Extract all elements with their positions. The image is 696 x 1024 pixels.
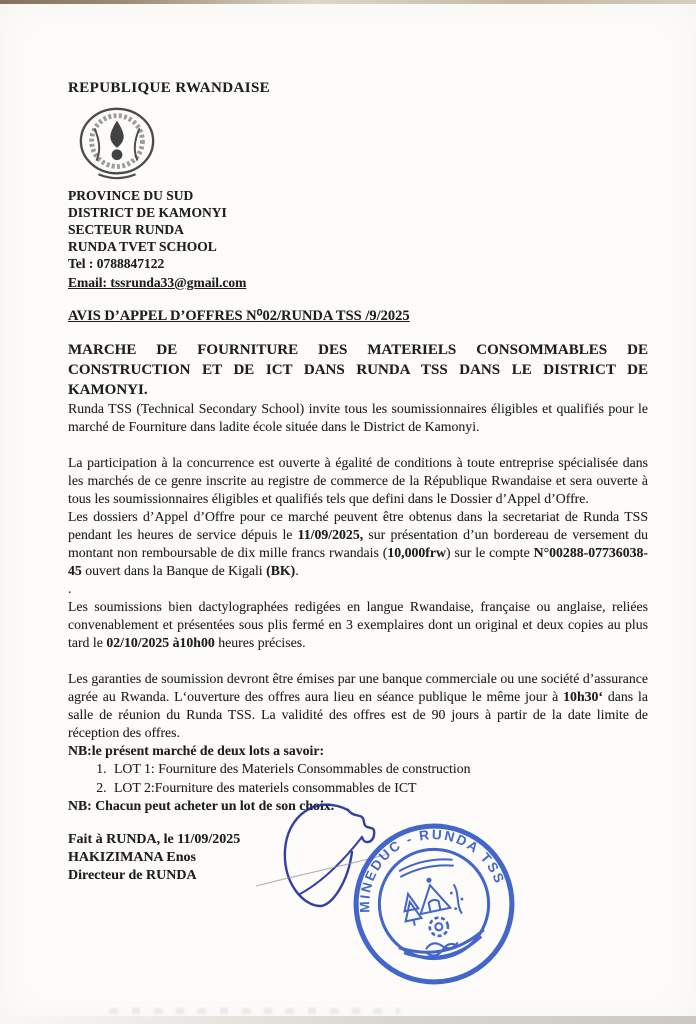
paragraph-participation: La participation à la concurrence est ouverte à égalité de conditions à toute entreprise spécialisée dans les marchés de ce genre inscrite au registre de commerce de la République Rwandaise et sera ouverte à tous les soumissionnaires éligibles et qualifiés tels que defini dans le Dossier d’Appel d’Offre.	[68, 455, 648, 506]
scan-artifact-smudge	[110, 1008, 400, 1014]
address-line-school: RUNDA TVET SCHOOL	[68, 239, 217, 254]
scan-artifact-bottom-edge	[0, 1016, 696, 1024]
stamp-text: MINEDUC - RUNDA TSS	[357, 826, 508, 913]
paragraph-invitation: Runda TSS (Technical Secondary School) invite tous les soumissionnaires éligibles et qualifiés pour le marché de Fourniture dans ladite école située dans le District de Kamonyi.	[68, 401, 648, 434]
letterhead	[68, 80, 648, 291]
address-block	[68, 187, 648, 291]
notice-title: AVIS D’APPEL D’OFFRES N⁰02/RUNDA TSS /9/2025	[68, 308, 410, 324]
rwanda-coat-of-arms-icon	[68, 101, 166, 185]
place-date-line: Fait à RUNDA, le 11/09/2025	[68, 832, 241, 847]
paragraph-garanties: Les garanties de soumission devront être émises par une banque commerciale ou une société d’assurance agrée au Rwanda. L‘ouverture des offres aura lieu en séance publique le même jour à 10h30‘ dans la salle de réunion du Runda TSS. La validité des offres est de 90 jours à partir de la date limite de réception des offres.	[68, 671, 648, 740]
address-line-province: PROVINCE DU SUD	[68, 188, 194, 203]
lot-item-2: 2. LOT 2:Fourniture des materiels consommables de ICT	[110, 779, 648, 798]
email-line: Email: tssrunda33@gmail.com	[68, 275, 247, 290]
school-stamp	[348, 818, 520, 990]
address-line-district: DISTRICT DE KAMONYI	[68, 205, 227, 220]
telephone-line: Tel : 0788847122	[68, 256, 165, 271]
republic-title: REPUBLIQUE RWANDAISE	[68, 80, 271, 96]
paragraph-dossiers: Les dossiers d’Appel d’Offre pour ce marché peuvent être obtenus dans la secretariat de Runda TSS pendant les heures de service dépuis le 11/09/2025, sur présentation d’un bordereau de versement du montant non remboursable de dix mille francs rwandais (10,000frw) sur le compte N°00288-07736038-45 ouvert dans la Banque de Kigali (BK).	[68, 509, 648, 578]
subject-heading: MARCHE DE FOURNITURE DES MATERIELS CONSOMMABLES DE CONSTRUCTION ET DE ICT DANS RUNDA TSS DANS LE DISTRICT DE KAMONYI.	[68, 342, 648, 398]
scan-artifact-top-edge	[0, 0, 696, 4]
address-line-sector: SECTEUR RUNDA	[68, 222, 184, 237]
signatory-name: HAKIZIMANA Enos	[68, 850, 196, 865]
stray-dot-line: .	[68, 581, 72, 596]
paragraph-soumissions: Les soumissions bien dactylographées redigées en langue Rwandaise, française ou anglaise, reliées convenablement et présentées sous plis fermé en 3 exemplaires dont un original et deux copies au plus tard le 02/10/2025 à10h00 heures précises.	[68, 599, 648, 650]
stamp-coat-of-arms	[382, 852, 487, 965]
nb-choice-line: NB: Chacun peut acheter un lot de son choix.	[68, 798, 335, 813]
nb-lots-heading: NB:le présent marché de deux lots a savoir:	[68, 743, 325, 758]
signatory-title: Directeur de RUNDA	[68, 868, 197, 883]
lot-item-1: 1. LOT 1: Fourniture des Materiels Consommables de construction	[110, 760, 648, 779]
